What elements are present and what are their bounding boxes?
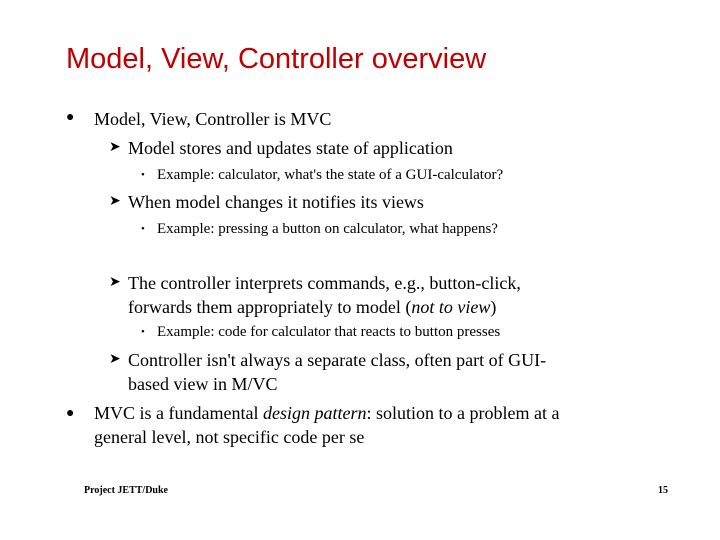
design-pattern-emphasis: design pattern [262, 403, 367, 423]
controller-line-2-close: ) [490, 297, 497, 317]
arrow-bullet-icon: ➤ [109, 275, 121, 290]
footer-label: Project JETT/Duke [84, 485, 168, 496]
controller-separate-line-2: based view in M/VC [128, 374, 278, 394]
bullet-design-pattern [94, 401, 559, 449]
bullet-controller-interprets [128, 271, 521, 319]
bullet-mvc: Model, View, Controller is MVC [94, 109, 332, 129]
square-bullet-icon: ● [66, 406, 75, 421]
bullet-model-stores: Model stores and updates state of application [128, 138, 453, 158]
arrow-bullet-icon: ➤ [109, 194, 121, 209]
dot-bullet-icon: • [141, 223, 145, 235]
not-to-view-emphasis: not to view [411, 297, 491, 317]
bullet-controller-not-separate [128, 348, 546, 396]
design-pattern-line-1 [94, 401, 559, 425]
dot-bullet-icon: • [141, 326, 145, 338]
bullet-example-state: Example: calculator, what's the state of a GUI-calculator? [157, 167, 504, 183]
design-pattern-line-1-text: MVC is a fundamental [94, 403, 263, 423]
slide-title: Model, View, Controller overview [66, 43, 487, 75]
design-pattern-line-2: general level, not specific code per se [94, 427, 365, 447]
page-number: 15 [658, 485, 668, 496]
controller-separate-line-1: Controller isn't always a separate class, often part of GUI- [128, 350, 547, 370]
controller-line-2 [128, 295, 521, 319]
design-pattern-line-1-rest: : solution to a problem at a [366, 403, 560, 423]
bullet-model-notifies: When model changes it notifies its views [128, 192, 424, 212]
dot-bullet-icon: • [141, 169, 145, 181]
square-bullet-icon: ● [66, 110, 75, 125]
bullet-example-code: Example: code for calculator that reacts to button presses [157, 324, 501, 340]
bullet-example-pressing: Example: pressing a button on calculator, what happens? [157, 221, 498, 237]
controller-line-2-text: forwards them appropriately to model ( [128, 297, 412, 317]
arrow-bullet-icon: ➤ [109, 140, 121, 155]
controller-line-1: The controller interprets commands, e.g., button-click, [128, 273, 521, 293]
arrow-bullet-icon: ➤ [109, 352, 121, 367]
